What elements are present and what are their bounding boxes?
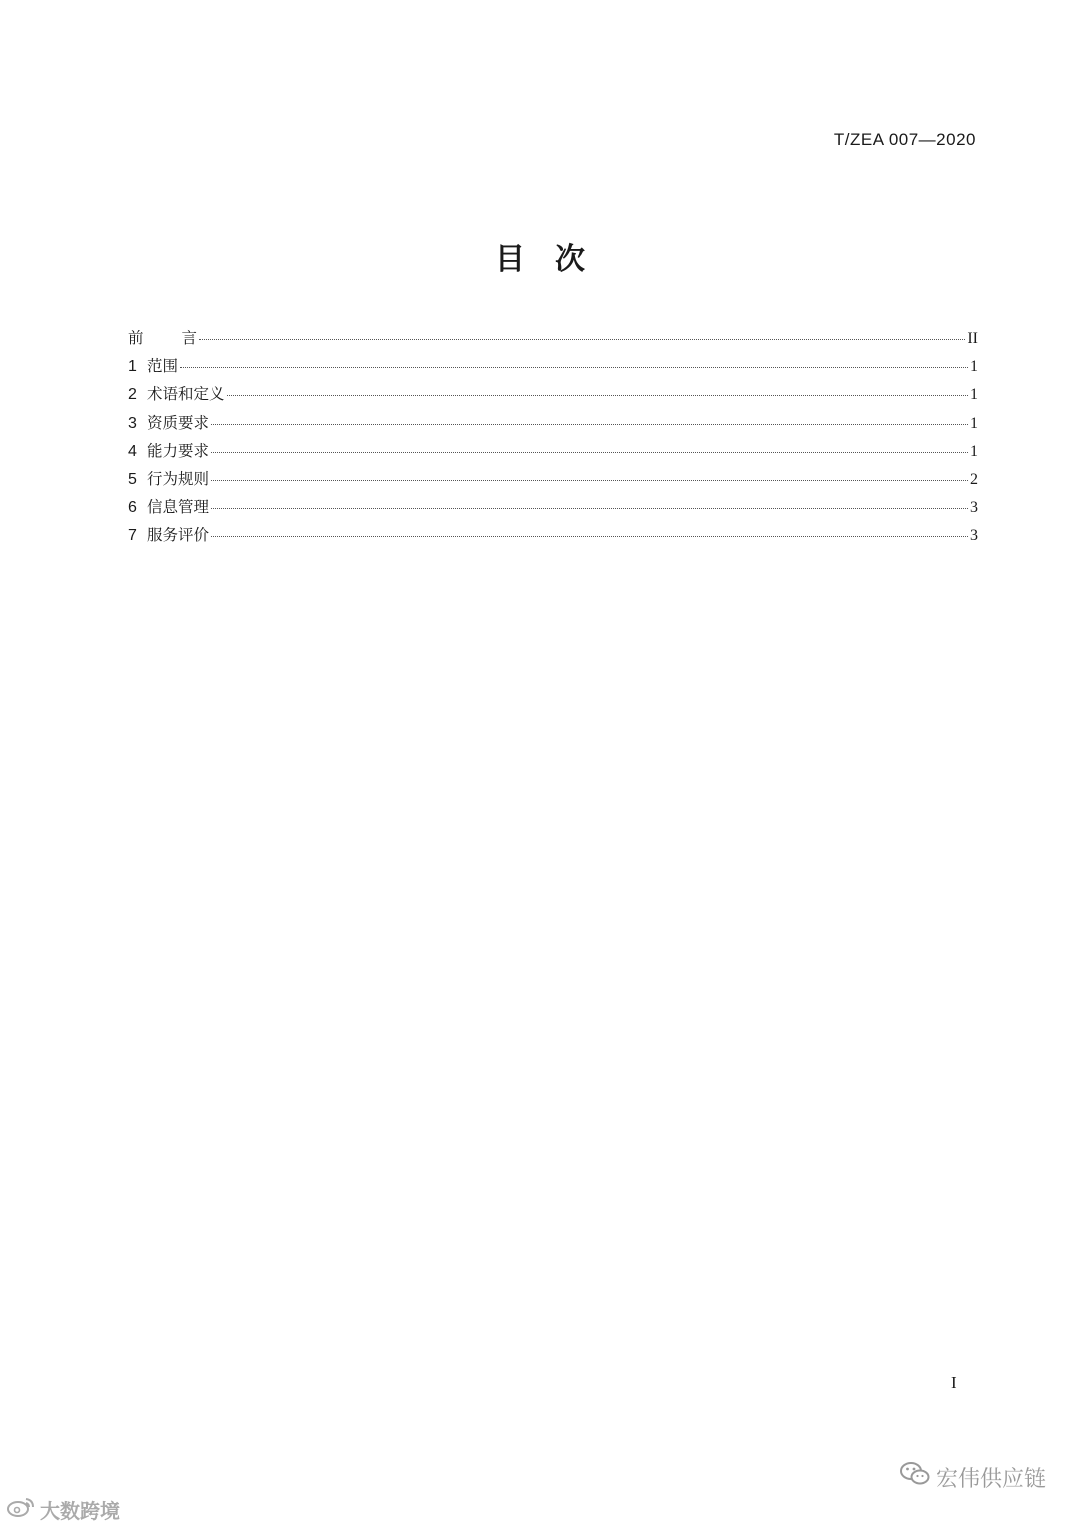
page-number: I [951, 1373, 957, 1392]
toc-leader-dots [211, 479, 968, 481]
watermark-left [6, 1495, 120, 1524]
toc-entry-label: 能力要求 [147, 441, 210, 460]
toc-entry-label: 资质要求 [147, 413, 210, 432]
toc-entry-page: 1 [970, 414, 978, 432]
toc-leader-dots [180, 366, 968, 368]
toc-entry-label: 行为规则 [147, 469, 210, 488]
toc-entry-page: 3 [970, 499, 978, 517]
toc-entry-2[interactable] [128, 382, 978, 410]
watermark-right-text: 宏伟供应链 [935, 1466, 1046, 1492]
toc-entry-1[interactable] [128, 354, 978, 382]
toc-leader-dots [227, 394, 968, 396]
toc-entry-page: 1 [970, 386, 978, 404]
toc-entry-label: 前言 [128, 329, 236, 347]
toc-leader-dots [199, 338, 965, 340]
toc-entry-5[interactable] [128, 467, 978, 495]
toc-entry-7[interactable] [128, 523, 978, 551]
toc-leader-dots [211, 507, 968, 509]
toc-entry-3[interactable] [128, 411, 978, 439]
weibo-icon [6, 1496, 36, 1523]
toc-entry-number: 2 [128, 386, 137, 404]
wechat-icon [900, 1461, 930, 1493]
toc-entry-number: 3 [128, 414, 137, 432]
watermark-left-text: 大数跨境 [40, 1499, 120, 1523]
toc-leader-dots [211, 423, 968, 425]
toc-entry-label: 服务评价 [147, 526, 210, 545]
toc-entry-page: 1 [970, 358, 978, 376]
toc-entry-label: 范围 [147, 357, 179, 376]
watermark-right [900, 1461, 1046, 1493]
toc-entry-number: 5 [128, 470, 137, 488]
toc-leader-dots [211, 535, 968, 537]
table-of-contents [128, 326, 978, 552]
toc-entry-label: 术语和定义 [147, 385, 225, 404]
standard-code: T/ZEA 007—2020 [833, 130, 976, 149]
toc-entry-page: II [967, 330, 978, 347]
toc-entry-number: 1 [128, 358, 137, 376]
toc-entry-number: 7 [128, 527, 137, 545]
toc-entry-number: 6 [128, 499, 137, 517]
toc-entry-page: 1 [970, 442, 978, 460]
page-title: 目 次 [495, 242, 585, 277]
toc-entry-4[interactable] [128, 439, 978, 467]
toc-entry-number: 4 [128, 442, 137, 460]
toc-entry-label: 信息管理 [147, 498, 210, 517]
toc-entry-page: 3 [970, 527, 978, 545]
toc-entry-page: 2 [970, 470, 978, 488]
toc-leader-dots [211, 451, 968, 453]
toc-entry-foreword[interactable] [128, 326, 978, 354]
toc-entry-6[interactable] [128, 495, 978, 523]
